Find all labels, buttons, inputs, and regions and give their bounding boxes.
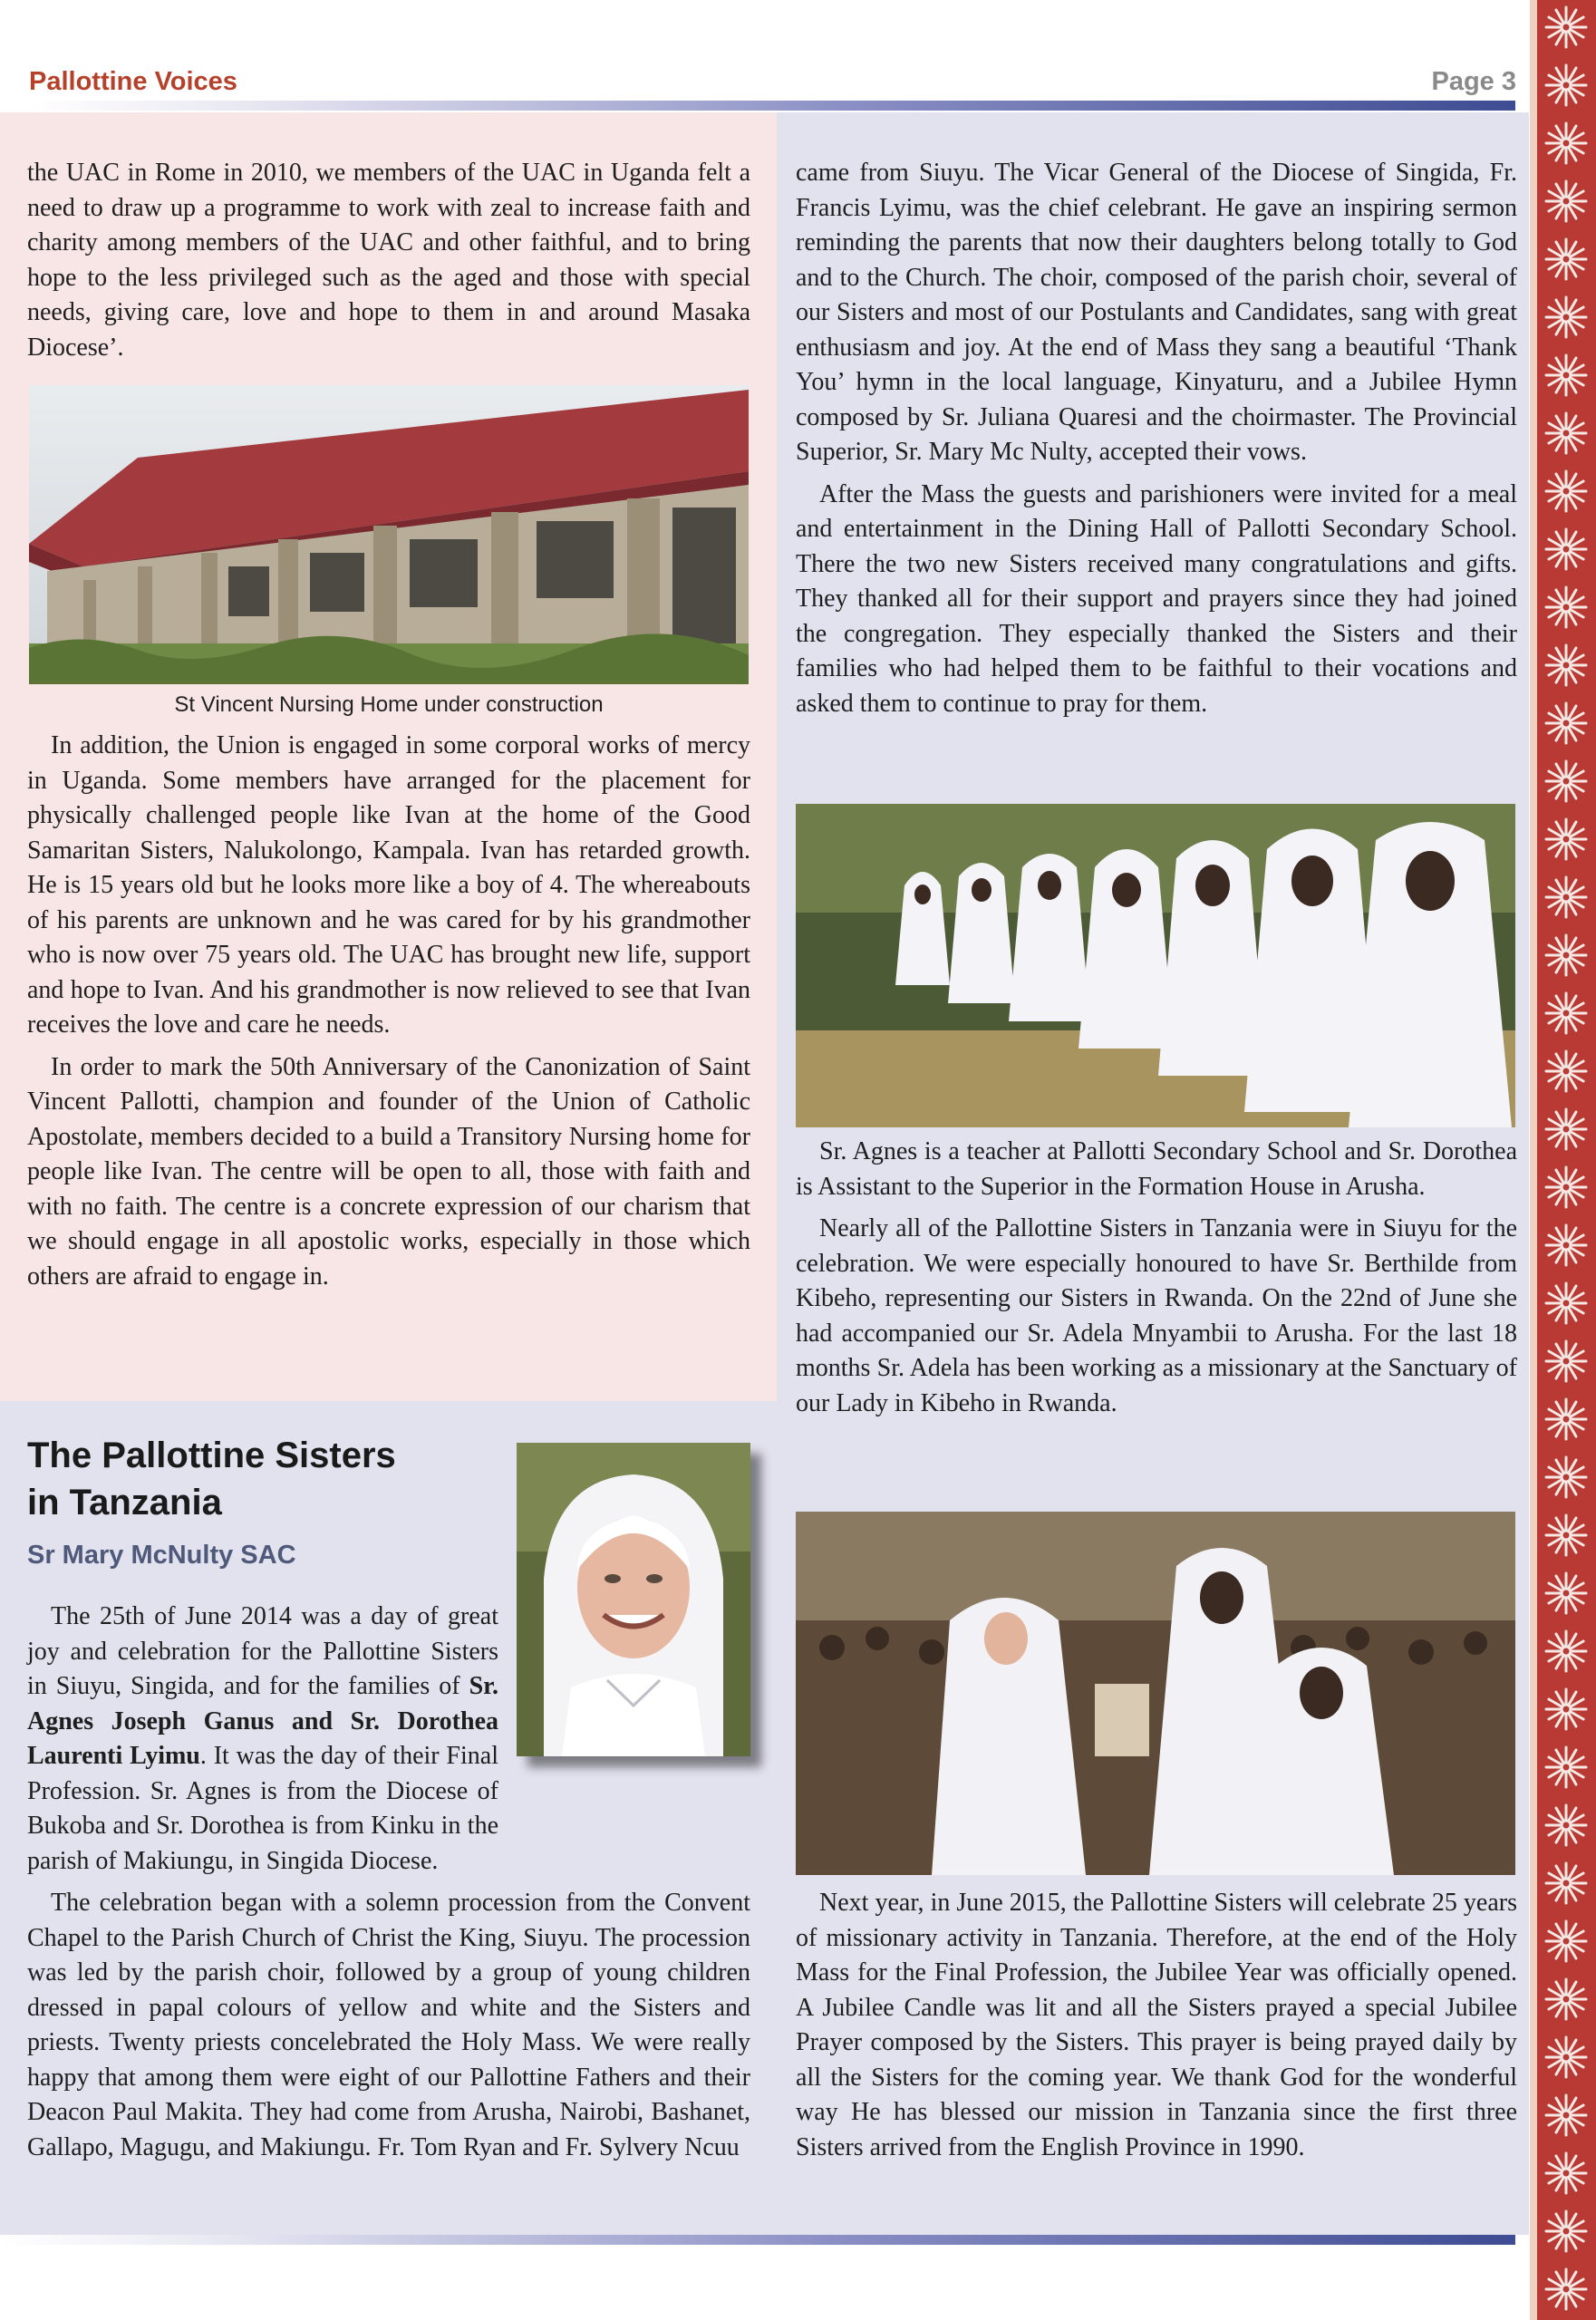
right-paragraph-1: came from Siuyu. The Vicar General of the Diocese of Singida, Fr. Francis Lyimu, was the chief celebrant. He gave an inspiring sermon reminding the parents that now their daughters belong totally to God and to the Church. The choir, composed of the parish choir, several of our Sisters and most of our Postulants and Candidates, sang with great enthusiasm and joy. At the end of Mass they sang a beautiful ‘Thank You’ hymn in the local language, Kinyaturu, and a Jubilee Hymn composed by Sr. Juliana Quaresi and the choirmaster. The Provincial Superior, Sr. Mary Mc Nulty, accepted their vows. [796, 159, 1517, 466]
snowflake-ornament-icon [1537, 0, 1596, 2320]
newsletter-title: Pallottine Voices [29, 67, 237, 96]
uac-body-text [27, 729, 750, 1301]
right-paragraph-3: Sr. Agnes is a teacher at Pallotti Secondary School and Sr. Dorothea is Assistant to the Superior in the Formation House in Arusha. [796, 1137, 1517, 1201]
article-body-text [27, 1886, 750, 2172]
article-paragraph-1: The 25th of June 2014 was a day of great joy and celebration for the Pallottine Sisters in Siuyu, Singida, and for the families of Sr. Agnes Joseph Ganus and Sr. Dorothea Laurenti Lyimu. It was the day of their Final Profession. Sr. Agnes is from the Diocese of Bukoba and Sr. Dorothea is from Kinku in the parish of Makiungu, in Singida Diocese. [27, 1602, 498, 1875]
sister-portrait-photo [517, 1443, 750, 1756]
nursing-home-photo-caption: St Vincent Nursing Home under construction [174, 692, 604, 717]
right-column-text-bottom [796, 1886, 1517, 2172]
procession-photo [796, 804, 1515, 1127]
header-rule [29, 101, 1515, 111]
uac-intro-paragraph: the UAC in Rome in 2010, we members of the UAC in Uganda felt a need to draw up a programme to work with zeal to increase faith and charity among members of the UAC and other faithful, and to bring hope to the less privileged such as the aged and those with special needs, giving care, love and hope to them in and around Masaka Diocese’. [27, 159, 750, 362]
nursing-home-photo [29, 385, 749, 684]
right-column-text-middle [796, 1135, 1517, 1428]
uac-intro-text [27, 156, 750, 372]
right-column-text-top [796, 156, 1517, 729]
profession-ceremony-photo [796, 1512, 1515, 1875]
article-author: Sr Mary McNulty SAC [27, 1541, 296, 1570]
right-paragraph-2: After the Mass the guests and parishioners were invited for a meal and entertainment in the Dining Hall of Pallotti Secondary School. There the two new Sisters received many congratulations and gifts. They thanked all for their support and prayers since they had joined the congregation. They especially thanked the Sisters and their families who had helped them to be faithful to their vocations and asked them to continue to pray for them. [796, 479, 1517, 718]
ivan-paragraph: In addition, the Union is engaged in some corporal works of mercy in Uganda. Some members have arranged for the placement for physically challenged people like Ivan at the home of the Good Samaritan Sisters, Nalukolongo, Kampala. Ivan has retarded growth. He is 15 years old but he looks more like a boy of 4. The whereabouts of his parents are unknown and he was cared for by his grandmother who is now over 75 years old. The UAC has brought new life, support and hope to Ivan. And his grandmother is now relieved to see that Ivan receives the love and care he needs. [27, 731, 750, 1039]
right-paragraph-5: Next year, in June 2015, the Pallottine Sisters will celebrate 25 years of missionary activity in Tanzania. Therefore, at the end of the Holy Mass for the Final Profession, the Jubilee Year was officially opened. A Jubilee Candle was lit and all the Sisters prayed a special Jubilee Prayer composed by the Sisters. This prayer is being prayed daily by all the Sisters for the coming year. We thank God for the wonderful way He has blessed our mission in Tanzania since the first three Sisters arrived from the English Province in 1990. [796, 1889, 1517, 2161]
article-title: The Pallottine Sisters in Tanzania [27, 1436, 396, 1522]
footer-rule [0, 2235, 1515, 2245]
anniversary-paragraph: In order to mark the 50th Anniversary of the Canonization of Saint Vincent Pallotti, champion and founder of the Union of Catholic Apostolate, members decided to a build a Transitory Nursing home for people like Ivan. The centre will be open to all, those with faith and with no faith. The centre is a concrete expression of our charism that we should engage in all apostolic works, especially in those which others are afraid to engage in. [27, 1052, 750, 1290]
article-intro-text [27, 1600, 498, 1886]
sisters-names: Sr. Agnes Joseph Ganus and Sr. Dorothea Laurenti Lyimu [27, 1672, 498, 1770]
page-number: Page 3 [1431, 67, 1516, 96]
right-paragraph-4: Nearly all of the Pallottine Sisters in Tanzania were in Siuyu for the celebration. We were especially honoured to have Sr. Berthilde from Kibeho, representing our Sisters in Rwanda. On the 22nd of June she had accompanied our Sr. Adela Mnyambii to Arusha. For the last 18 months Sr. Adela has been working as a missionary at the Sanctuary of our Lady in Kibeho in Rwanda. [796, 1214, 1517, 1417]
article-paragraph-2: The celebration began with a solemn procession from the Convent Chapel to the Parish Church of Christ the King, Siuyu. The procession was led by the parish choir, followed by a group of young children dressed in papal colours of yellow and white and the Sisters and priests. Twenty priests concelebrated the Holy Mass. We were really happy that among them were eight of our Pallottine Fathers and their Deacon Paul Makita. They had come from Arusha, Nairobi, Bashanet, Gallapo, Magugu, and Makiungu. Fr. Tom Ryan and Fr. Sylvery Ncuu [27, 1889, 750, 2161]
decorative-border-stripe [1530, 0, 1596, 2320]
